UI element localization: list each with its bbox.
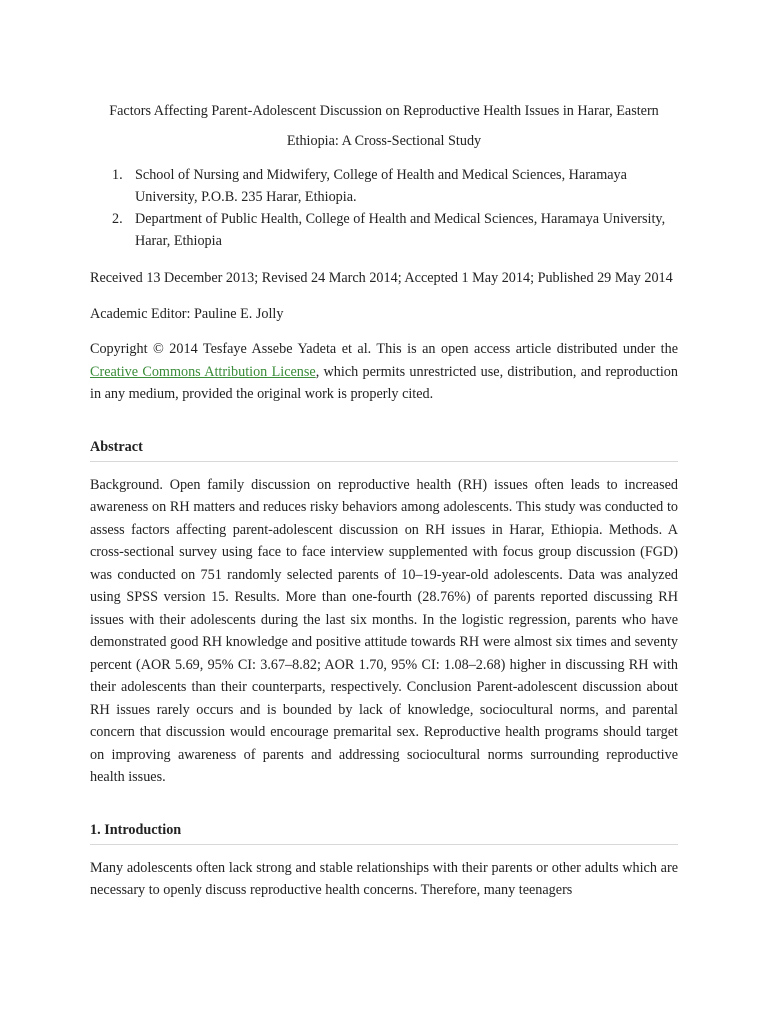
article-title: Factors Affecting Parent-Adolescent Discussion on Reproductive Health Issues in Harar, Eastern Ethiopia: A Cross-Sectional Study bbox=[109, 103, 659, 149]
introduction-text: Many adolescents often lack strong and stable relationships with their parents or other adults which are necessary to openly discuss reproductive health concerns. Therefore, many teenagers bbox=[90, 859, 678, 898]
introduction-heading: 1. Introduction bbox=[90, 819, 678, 845]
affiliation-text: Department of Public Health, College of Health and Medical Sciences, Haramaya University, Harar, Ethiopia bbox=[135, 211, 666, 249]
license-link[interactable]: Creative Commons Attribution License bbox=[90, 363, 316, 380]
copyright-text-after: , which permits unrestricted use, distribution, and reproduction in any medium, provided the original work is properly cited. bbox=[90, 363, 678, 402]
affiliation-item bbox=[90, 208, 678, 252]
abstract-heading: Abstract bbox=[90, 436, 678, 462]
copyright-notice bbox=[90, 338, 678, 406]
academic-editor: Academic Editor: Pauline E. Jolly bbox=[90, 305, 284, 322]
affiliation-item bbox=[90, 164, 678, 208]
copyright-text-before: Copyright © 2014 Tesfaye Assebe Yadeta et al. This is an open access article distributed under the bbox=[90, 341, 678, 357]
affiliation-text: School of Nursing and Midwifery, College of Health and Medical Sciences, Haramaya University, P.O.B. 235 Harar, Ethiopia. bbox=[135, 167, 627, 205]
publication-dates: Received 13 December 2013; Revised 24 March 2014; Accepted 1 May 2014; Published 29 May 2014 bbox=[90, 270, 673, 286]
abstract-text: Background. Open family discussion on reproductive health (RH) issues often leads to increased awareness on RH matters and reduces risky behaviors among adolescents. This study was conducted to assess factors affecting parent-adolescent discussion on RH issues in Harar, Ethiopia. Methods. A cross-sectional survey using face to face interview supplemented with focus group discussion (FGD) was conducted on 751 randomly selected parents of 10–19-year-old adolescents. Data was analyzed using SPSS version 15. Results. More than one-fourth (28.76%) of parents reported discussing RH issues with their adolescents during the last six months. In the logistic regression, parents who have demonstrated good RH knowledge and positive attitude towards RH were almost six times and seventy percent (AOR 5.69, 95% CI: 3.67–8.82; AOR 1.70, 95% CI: 1.08–2.68) higher in discussing RH with their adolescents than their counterparts, respectively. Conclusion Parent-adolescent discussion about RH issues rarely occurs and is bounded by lack of knowledge, sociocultural norms, and parental concern that discussion would encourage premarital sex. Reproductive health programs should target on improving awareness of parents and addressing sociocultural norms surrounding reproductive health issues. bbox=[90, 476, 678, 785]
affiliations-list bbox=[90, 164, 678, 252]
affiliation-number: 2. bbox=[112, 211, 123, 227]
affiliation-number: 1. bbox=[112, 167, 123, 183]
